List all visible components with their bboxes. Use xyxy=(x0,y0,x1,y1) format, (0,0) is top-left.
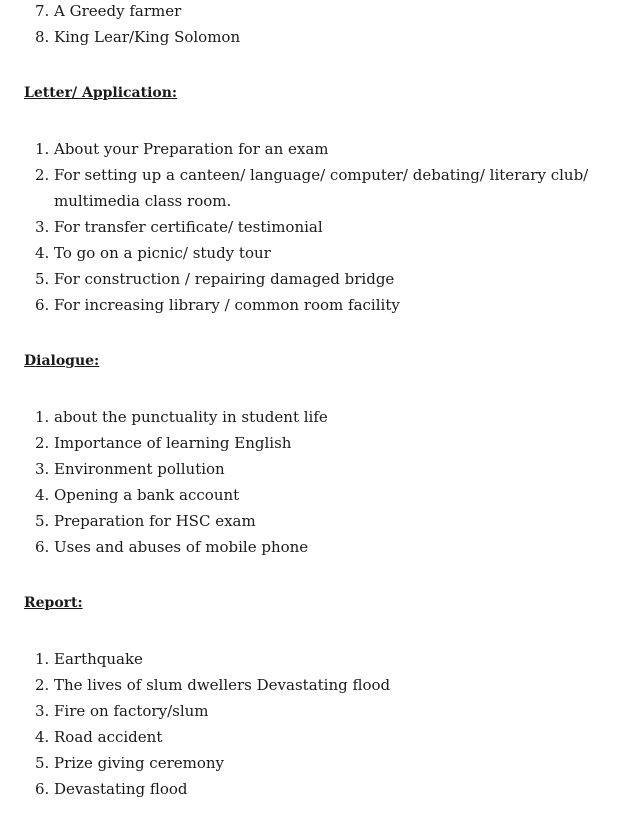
item-text: Fire on factory/slum xyxy=(54,702,209,720)
item-number: 6. xyxy=(35,538,50,556)
item-number: 1. xyxy=(35,140,50,158)
item-text: Importance of learning English xyxy=(54,434,292,452)
item-number: 1. xyxy=(35,408,50,426)
item-number: 2. xyxy=(35,676,50,694)
item-number: 2. xyxy=(35,434,50,452)
item-text: To go on a picnic/ study tour xyxy=(54,244,271,262)
item-text: Earthquake xyxy=(54,650,143,668)
item-text: Preparation for HSC exam xyxy=(54,512,256,530)
item-text: About your Preparation for an exam xyxy=(54,140,329,158)
list-item xyxy=(0,430,594,456)
item-text: Opening a bank account xyxy=(54,486,240,504)
item-text: For increasing library / common room facility xyxy=(54,296,400,314)
section-list xyxy=(0,404,638,560)
list-item xyxy=(0,698,594,724)
list-item xyxy=(0,672,594,698)
item-number: 3. xyxy=(35,460,50,478)
list-item xyxy=(0,646,594,672)
list-item xyxy=(0,24,594,50)
item-number: 1. xyxy=(35,650,50,668)
item-number: 6. xyxy=(35,296,50,314)
list-item xyxy=(0,292,594,318)
list-item xyxy=(0,240,594,266)
item-number: 3. xyxy=(35,702,50,720)
item-number: 5. xyxy=(35,754,50,772)
section-heading: Letter/ Application: xyxy=(24,85,178,101)
item-text: King Lear/King Solomon xyxy=(54,28,241,46)
item-number: 4. xyxy=(35,728,50,746)
item-number: 7. xyxy=(35,2,50,20)
item-number: 6. xyxy=(35,780,50,798)
list-item xyxy=(0,214,594,240)
item-text: Environment pollution xyxy=(54,460,225,478)
section-list xyxy=(0,646,638,802)
list-item xyxy=(0,534,594,560)
list-item xyxy=(0,482,594,508)
item-text: The lives of slum dwellers Devastating flood xyxy=(54,676,391,694)
item-number: 4. xyxy=(35,244,50,262)
list-item xyxy=(0,162,594,214)
list-item xyxy=(0,750,594,776)
list-item xyxy=(0,508,594,534)
item-text: For transfer certificate/ testimonial xyxy=(54,218,323,236)
list-item xyxy=(0,776,594,802)
item-number: 8. xyxy=(35,28,50,46)
item-number: 5. xyxy=(35,270,50,288)
item-number: 5. xyxy=(35,512,50,530)
list-item xyxy=(0,456,594,482)
list-item xyxy=(0,266,594,292)
item-text: A Greedy farmer xyxy=(54,2,182,20)
intro-list xyxy=(0,0,638,50)
section-heading: Dialogue: xyxy=(24,353,100,369)
item-text: Uses and abuses of mobile phone xyxy=(54,538,309,556)
section-list xyxy=(0,136,638,318)
item-number: 2. xyxy=(35,166,50,184)
item-number: 4. xyxy=(35,486,50,504)
list-item xyxy=(0,724,594,750)
list-item xyxy=(0,404,594,430)
item-text: For construction / repairing damaged bridge xyxy=(54,270,395,288)
item-text: about the punctuality in student life xyxy=(54,408,328,426)
section-heading: Report: xyxy=(24,595,83,611)
item-text: Devastating flood xyxy=(54,780,188,798)
item-text: Prize giving ceremony xyxy=(54,754,225,772)
item-text: Road accident xyxy=(54,728,163,746)
item-number: 3. xyxy=(35,218,50,236)
list-item xyxy=(0,136,594,162)
list-item xyxy=(0,0,594,24)
item-text: For setting up a canteen/ language/ computer/ debating/ literary club/ multimedia class room. xyxy=(54,166,589,210)
